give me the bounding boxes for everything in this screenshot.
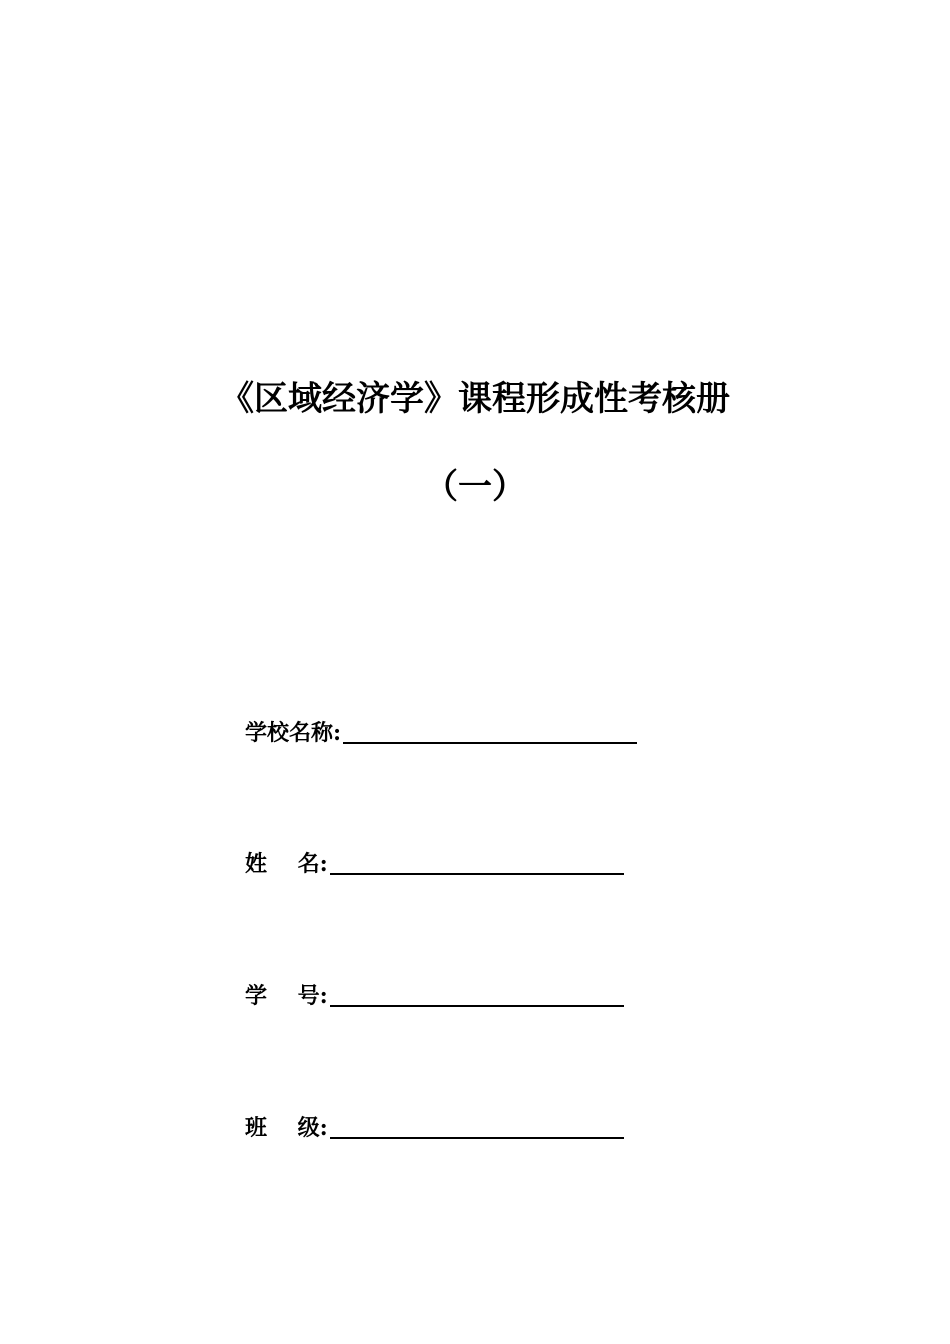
name-blank-line [330, 873, 624, 875]
school-blank-line [343, 742, 637, 744]
school-label: 学校名称: [245, 720, 342, 746]
class-blank-line [330, 1137, 624, 1139]
page-subtitle: （一） [424, 467, 526, 507]
class-label: 班 级: [245, 1115, 328, 1141]
page-title: 《区域经济学》课程形成性考核册 [220, 379, 730, 419]
school-field [245, 712, 637, 748]
name-label: 姓 名: [245, 851, 328, 877]
student-id-label: 学 号: [245, 983, 328, 1009]
name-field [245, 843, 624, 879]
student-id-blank-line [330, 1005, 624, 1007]
student-id-field [245, 975, 624, 1011]
class-field [245, 1107, 624, 1143]
